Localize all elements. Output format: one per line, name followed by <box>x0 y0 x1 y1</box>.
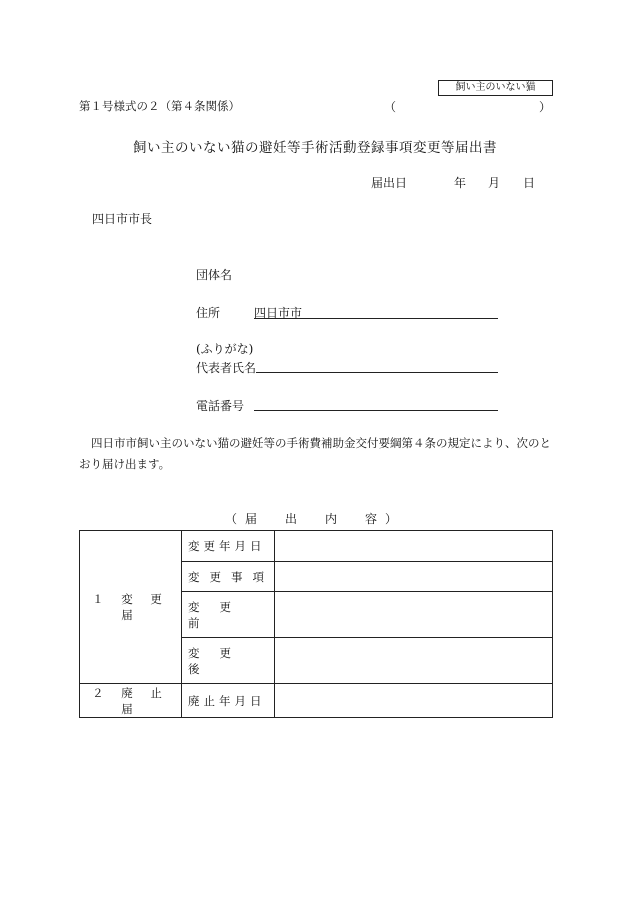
representative-label: 代表者氏名 <box>196 361 257 375</box>
form-number: 第１号様式の２（第４条関係） <box>79 99 240 113</box>
date-month: 月 <box>488 176 501 190</box>
notification-table <box>79 530 553 718</box>
body-text: 四日市市飼い主のいない猫の避妊等の手術費補助金交付要綱第４条の規定により、次のとおり届け出ます。 <box>79 436 551 471</box>
change-category: １ 変 更 届 <box>80 531 182 684</box>
address-value: 四日市市 <box>254 306 303 320</box>
form-tag-box: 飼い主のいない猫 <box>438 80 553 96</box>
document-title: 飼い主のいない猫の避妊等手術活動登録事項変更等届出書 <box>133 140 497 156</box>
addressee: 四日市市長 <box>92 212 153 226</box>
representative-field[interactable] <box>256 358 498 373</box>
date-year: 年 <box>454 176 467 190</box>
paren-close: ） <box>539 100 552 114</box>
change-item-label: 変更事項 <box>182 562 275 592</box>
after-label: 変更後 <box>182 638 275 684</box>
phone-label: 電話番号 <box>196 399 245 413</box>
address-field[interactable] <box>254 304 498 319</box>
change-date-field[interactable] <box>275 531 553 562</box>
before-field[interactable] <box>275 592 553 638</box>
abolish-date-field[interactable] <box>275 684 553 718</box>
after-field[interactable] <box>275 638 553 684</box>
abolish-category: ２ 廃 止 届 <box>80 684 182 718</box>
address-label: 住所 <box>196 306 221 320</box>
abolish-date-label: 廃止年月日 <box>182 684 275 718</box>
change-date-label: 変更年月日 <box>182 531 275 562</box>
furigana-label: (ふりがな) <box>196 342 254 356</box>
date-label: 届出日 <box>371 176 408 190</box>
change-item-field[interactable] <box>275 562 553 592</box>
paren-open: （ <box>384 100 397 114</box>
date-day: 日 <box>523 176 536 190</box>
section-title: （届 出 内 容） <box>224 512 405 526</box>
before-label: 変更前 <box>182 592 275 638</box>
group-name-label: 団体名 <box>196 268 233 282</box>
phone-field[interactable] <box>254 396 498 411</box>
